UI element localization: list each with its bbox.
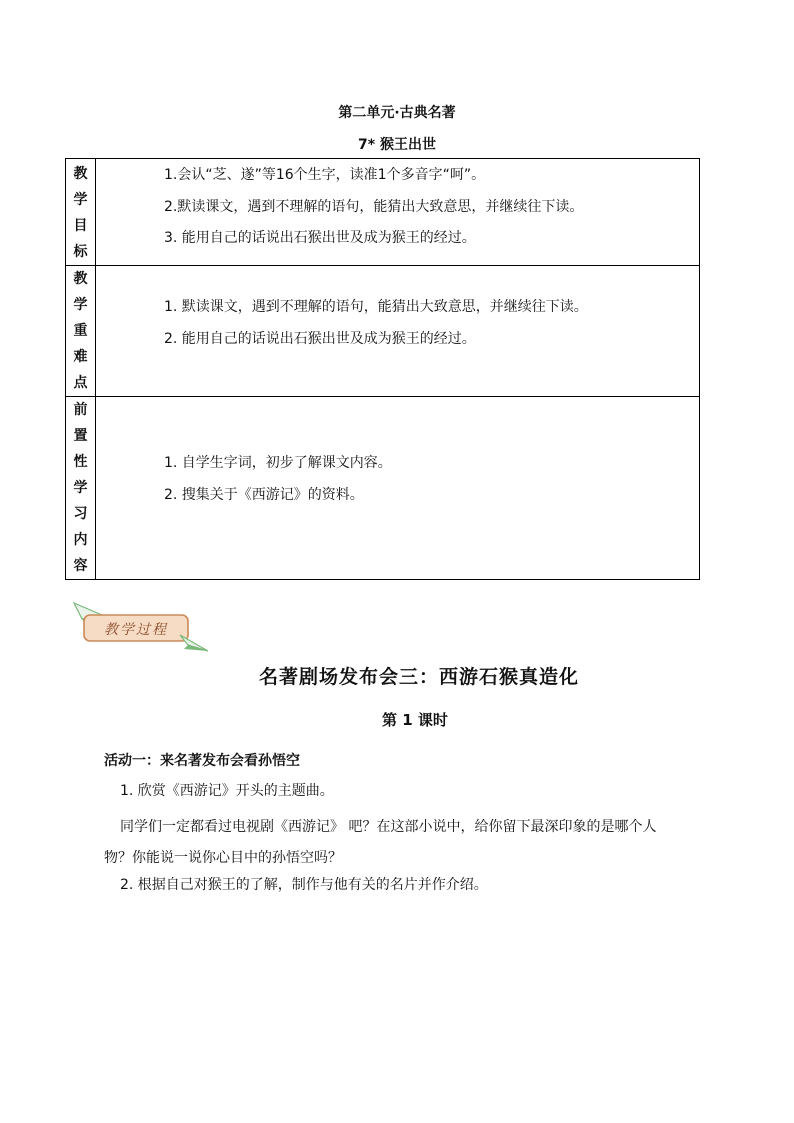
label-char: 学 (73, 480, 88, 496)
list-item: 2.默读课文，遇到不理解的语句，能猜出大致意思，并继续往下读。 (164, 198, 584, 215)
label-char: 教 (73, 271, 88, 287)
label-char: 容 (73, 558, 88, 574)
table-row-key-points (66, 266, 700, 397)
row-label-key-points (66, 266, 96, 397)
table-row-objectives (66, 159, 700, 266)
unit-title: 第二单元·古典名著 (338, 105, 456, 121)
lesson-plan-table (65, 158, 700, 580)
label-char: 置 (73, 428, 88, 444)
paragraph-line: 物？你能说一说你心目中的孙悟空吗？ (104, 850, 342, 866)
label-char: 性 (73, 454, 88, 470)
label-char: 前 (73, 402, 88, 418)
label-char: 重 (73, 323, 88, 339)
list-item: 1.会认“芝、遂”等16个生字，读准1个多音字“呵”。 (164, 167, 486, 183)
label-char: 点 (73, 375, 88, 391)
list-item: 2. 能用自己的话说出石猴出世及成为猴王的经过。 (164, 330, 476, 347)
list-item: 2. 搜集关于《西游记》的资料。 (164, 486, 364, 503)
list-item: 3. 能用自己的话说出石猴出世及成为猴王的经过。 (164, 230, 476, 246)
row-content-key-points (96, 266, 700, 397)
label-char: 教 (73, 166, 88, 182)
label-char: 学 (73, 192, 88, 208)
paragraph (104, 812, 740, 874)
list-item: 1. 默读课文，遇到不理解的语句，能猜出大致意思，并继续往下读。 (164, 299, 588, 315)
paragraph: 2. 根据自己对猴王的了解，制作与他有关的名片并作介绍。 (120, 877, 488, 893)
label-char: 标 (73, 244, 88, 260)
badge-text: 教学过程 (104, 622, 168, 638)
teaching-process-badge (72, 601, 212, 655)
section-heading: 名著剧场发布会三：西游石猴真造化 (258, 666, 579, 688)
label-char: 习 (73, 506, 88, 522)
table-row-preview (66, 397, 700, 580)
row-label-objectives (66, 159, 96, 266)
list-item: 1. 自学生字词，初步了解课文内容。 (164, 455, 392, 471)
lesson-title: 7* 猴王出世 (358, 137, 436, 153)
label-char: 内 (73, 532, 88, 548)
activity-title: 活动一：来名著发布会看孙悟空 (104, 753, 300, 769)
label-char: 学 (73, 297, 88, 313)
paragraph: 1. 欣赏《西游记》开头的主题曲。 (120, 783, 334, 799)
label-char: 目 (73, 218, 88, 234)
period-title: 第 1 课时 (382, 711, 448, 729)
paragraph-line: 同学们一定都看过电视剧《西游记》 吧？在这部小说中，给你留下最深印象的是哪个人 (120, 819, 657, 835)
row-content-objectives (96, 159, 700, 266)
label-char: 难 (73, 349, 88, 365)
row-content-preview (96, 397, 700, 580)
row-label-preview (66, 397, 96, 580)
badge-graphic (72, 601, 212, 655)
